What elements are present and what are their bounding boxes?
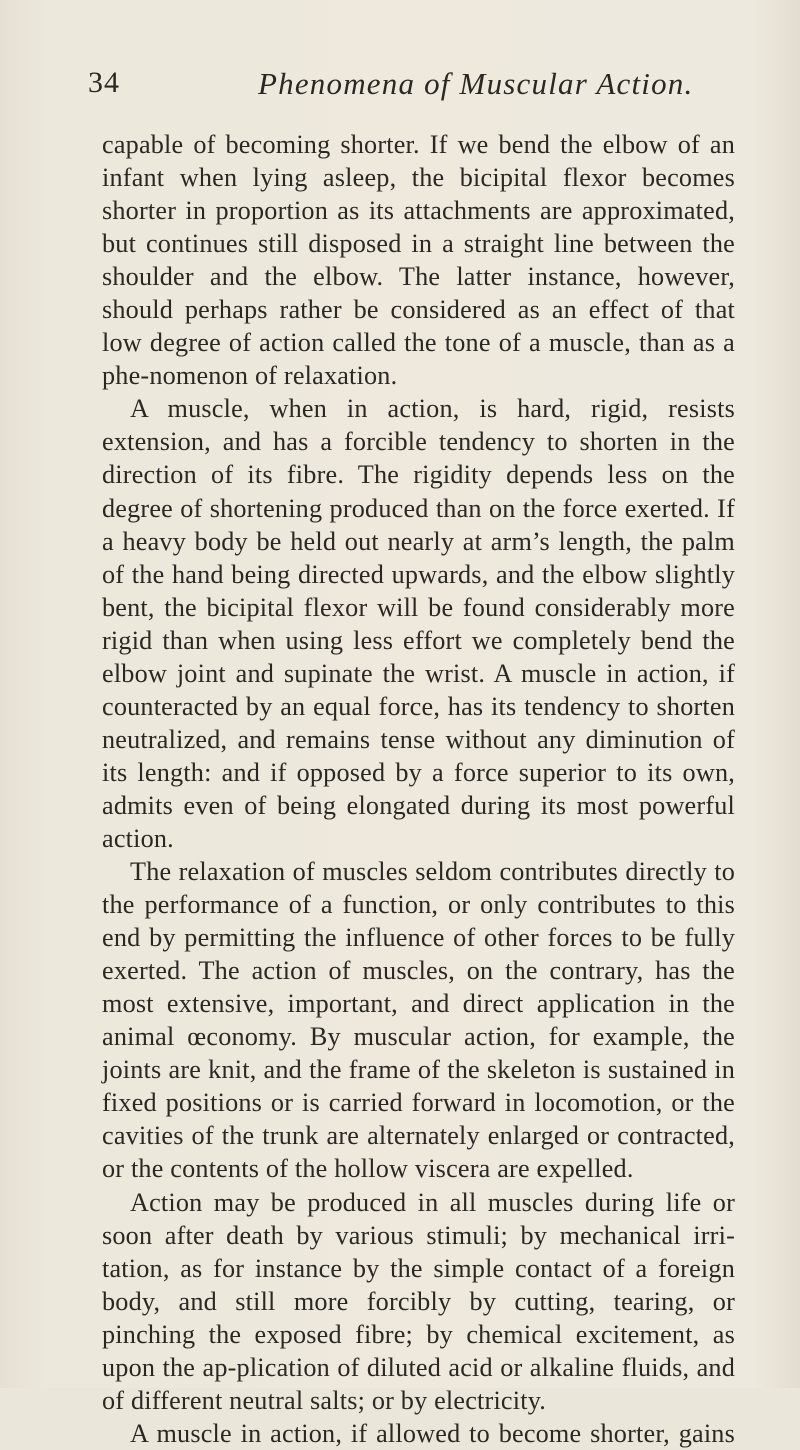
body-text: [102, 128, 735, 1450]
paragraph: A muscle in action, if allowed to become shorter, gains: [130, 1418, 735, 1448]
page-header: [88, 66, 740, 106]
running-title: Phenomena of Muscular Action.: [258, 66, 694, 101]
page-number: 34: [88, 66, 120, 99]
paragraph: capable of becoming shorter. If we bend the elbow of an infant when lying asleep, the bicipital flexor becomes shorter in proportion as its attachments are approximated, but continues still disposed in a straight line between the shoulder and the elbow. The latter instance, however, should perhaps rather be considered as an effect of that low degree of action called the tone of a muscle, than as a phe-nomenon of relaxation.: [102, 130, 735, 391]
paragraph: The relaxation of muscles seldom contributes directly to the performance of a function, or only contributes to this end by permitting the influence of other forces to be fully exerted. The action of muscles, on the contrary, has the most extensive, important, and direct application in the animal œconomy. By muscular action, for example, the joints are knit, and the frame of the skeleton is sustained in fixed positions or is carried forward in locomotion, or the cavities of the trunk are alternately enlarged or contracted, or the contents of the hollow viscera are expelled.: [102, 857, 735, 1184]
paragraph: A muscle, when in action, is hard, rigid, resists extension, and has a forcible tendency to shorten in the direction of its fibre. The rigidity depends less on the degree of shortening produced than on the force exerted. If a heavy body be held out nearly at arm’s length, the palm of the hand being directed upwards, and the elbow slightly bent, the bicipital flexor will be found considerably more rigid than when using less effort we completely bend the elbow joint and supinate the wrist. A muscle in action, if counteracted by an equal force, has its tendency to shorten neutralized, and remains tense without any diminution of its length: and if opposed by a force superior to its own, admits even of being elongated during its most powerful action.: [102, 394, 735, 853]
paragraph: Action may be produced in all muscles during life or soon after death by various stimuli; by mechanical irri-tation, as for instance by the simple contact of a foreign body, and still more forcibly by cutting, tearing, or pinching the exposed fibre; by chemical excitement, as upon the ap-plication of diluted acid or alkaline fluids, and of different neutral salts; or by electricity.: [102, 1187, 735, 1415]
